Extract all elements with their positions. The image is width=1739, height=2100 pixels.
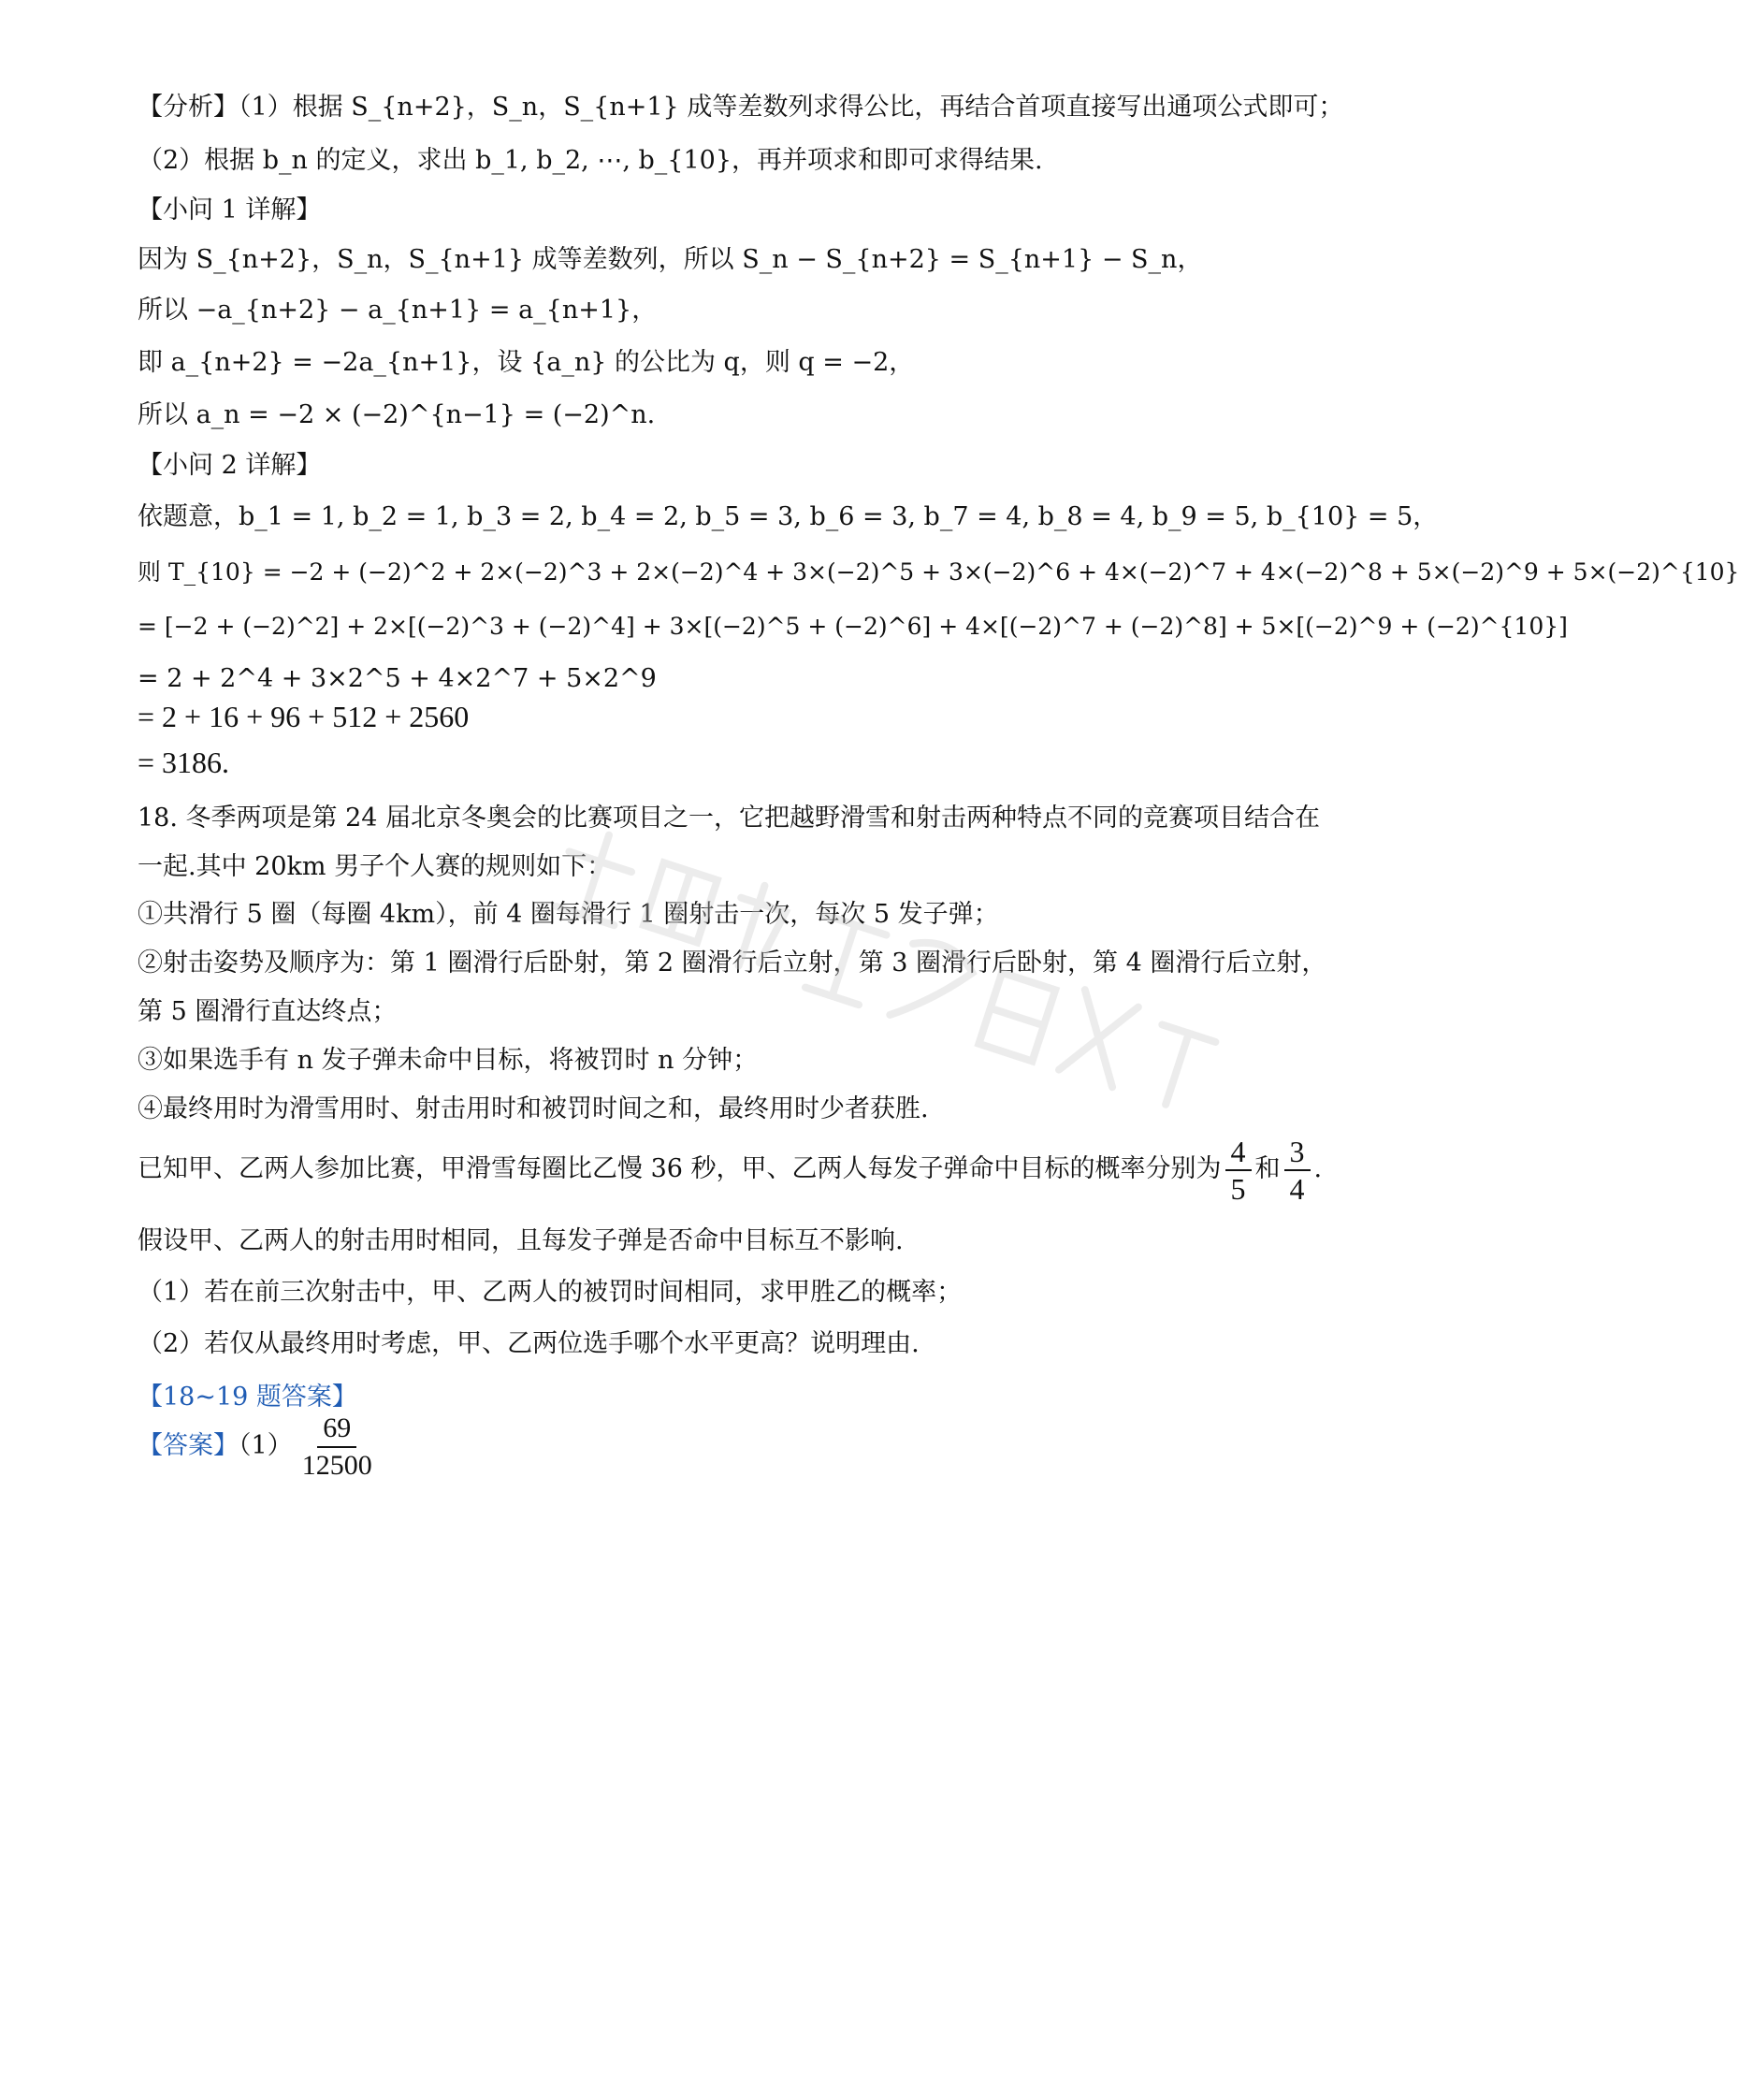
solution-line-3: 即 a_{n+2} = −2a_{n+1}，设 {a_n} 的公比为 q，则 q = −2， <box>138 348 915 377</box>
fraction-jia-numerator: 4 <box>1225 1134 1252 1171</box>
fraction-yi-numerator: 3 <box>1284 1134 1311 1171</box>
answer-line <box>138 1409 382 1484</box>
rule-4: ④最终用时为滑雪用时、射击用时和被罚时间之和，最终用时少者获胜. <box>138 1094 929 1123</box>
part-2-question: （2）若仅从最终用时考虑，甲、乙两位选手哪个水平更高？说明理由. <box>138 1329 920 1358</box>
grouped-sum-line: = [−2 + (−2)^2] + 2×[(−2)^3 + (−2)^4] + 3×[(−2)^5 + (−2)^6] + 4×[(−2)^7 + (−2)^8] + 5×[(−2)^9 + (−2)^{10}] <box>138 613 1568 640</box>
assumption-line: 假设甲、乙两人的射击用时相同，且每发子弹是否命中目标互不影响. <box>138 1226 904 1255</box>
solution-line-5: 依题意，b_1 = 1, b_2 = 1, b_3 = 2, b_4 = 2, b_5 = 3, b_6 = 3, b_7 = 4, b_8 = 4, b_9 = 5, b_{10} = 5， <box>138 502 1439 531</box>
rule-3: ③如果选手有 n 发子弹未命中目标，将被罚时 n 分钟； <box>138 1046 759 1075</box>
numeric-sum-line: = 2 + 16 + 96 + 512 + 2560 <box>138 700 470 733</box>
fraction-yi-denominator: 4 <box>1289 1171 1305 1206</box>
question-18-line-1: 18. 冬季两项是第 24 届北京冬奥会的比赛项目之一，它把越野滑雪和射击两种特点不同的竞赛项目结合在 <box>138 804 1321 833</box>
solution-line-1: 因为 S_{n+2}，S_n，S_{n+1} 成等差数列，所以 S_n − S_{n+2} = S_{n+1} − S_n， <box>138 245 1203 274</box>
answer-part-1: （1） <box>239 1431 293 1460</box>
solution-line-4: 所以 a_n = −2 × (−2)^{n−1} = (−2)^n. <box>138 400 656 429</box>
rule-2-line-1: ②射击姿势及顺序为：第 1 圈滑行后卧射，第 2 圈滑行后立射，第 3 圈滑行后卧射，第 4 圈滑行后立射， <box>138 949 1327 978</box>
answer-fraction <box>297 1411 378 1484</box>
result-line: = 3186. <box>138 746 230 779</box>
subquestion-2-heading: 【小问 2 详解】 <box>138 451 322 480</box>
fraction-jia-denominator: 5 <box>1230 1171 1246 1206</box>
probability-text: 已知甲、乙两人参加比赛，甲滑雪每圈比乙慢 36 秒，甲、乙两人每发子弹命中目标的概率分别为 <box>138 1154 1222 1183</box>
probability-conjunction: 和 <box>1254 1154 1281 1183</box>
fraction-yi <box>1284 1134 1311 1207</box>
answer-section-heading: 【18~19 题答案】 <box>138 1383 357 1412</box>
question-18-line-2: 一起.其中 20km 男子个人赛的规则如下： <box>138 852 613 881</box>
part-1-question: （1）若在前三次射击中，甲、乙两人的被罚时间相同，求甲胜乙的概率； <box>138 1278 963 1307</box>
fraction-jia <box>1225 1134 1252 1207</box>
solution-line-2: 所以 −a_{n+2} − a_{n+1} = a_{n+1}， <box>138 296 658 325</box>
probability-end: . <box>1313 1154 1323 1183</box>
subquestion-1-heading: 【小问 1 详解】 <box>138 196 322 224</box>
analysis-line-2: （2）根据 b_n 的定义，求出 b_1, b_2, ⋯, b_{10}，再并项求和即可求得结果. <box>138 146 1043 175</box>
power-sum-line: = 2 + 2^4 + 3×2^5 + 4×2^7 + 5×2^9 <box>138 664 657 693</box>
rule-2-line-2: 第 5 圈滑行直达终点； <box>138 997 398 1026</box>
answer-denominator: 12500 <box>301 1449 372 1481</box>
rule-1: ①共滑行 5 圈（每圈 4km），前 4 圈每滑行 1 圈射击一次，每次 5 发子弹； <box>138 900 999 929</box>
answer-label: 【答案】 <box>138 1431 239 1460</box>
sum-expression-line: 则 T_{10} = −2 + (−2)^2 + 2×(−2)^3 + 2×(−2)^4 + 3×(−2)^5 + 3×(−2)^6 + 4×(−2)^7 + 4×(−2)^8 + 5×(−2)^9 + 5×(−2)^{10} <box>138 558 1739 586</box>
analysis-line-1: 【分析】（1）根据 S_{n+2}，S_n，S_{n+1} 成等差数列求得公比，再结合首项直接写出通项公式即可； <box>138 93 1344 122</box>
answer-numerator: 69 <box>317 1411 356 1448</box>
